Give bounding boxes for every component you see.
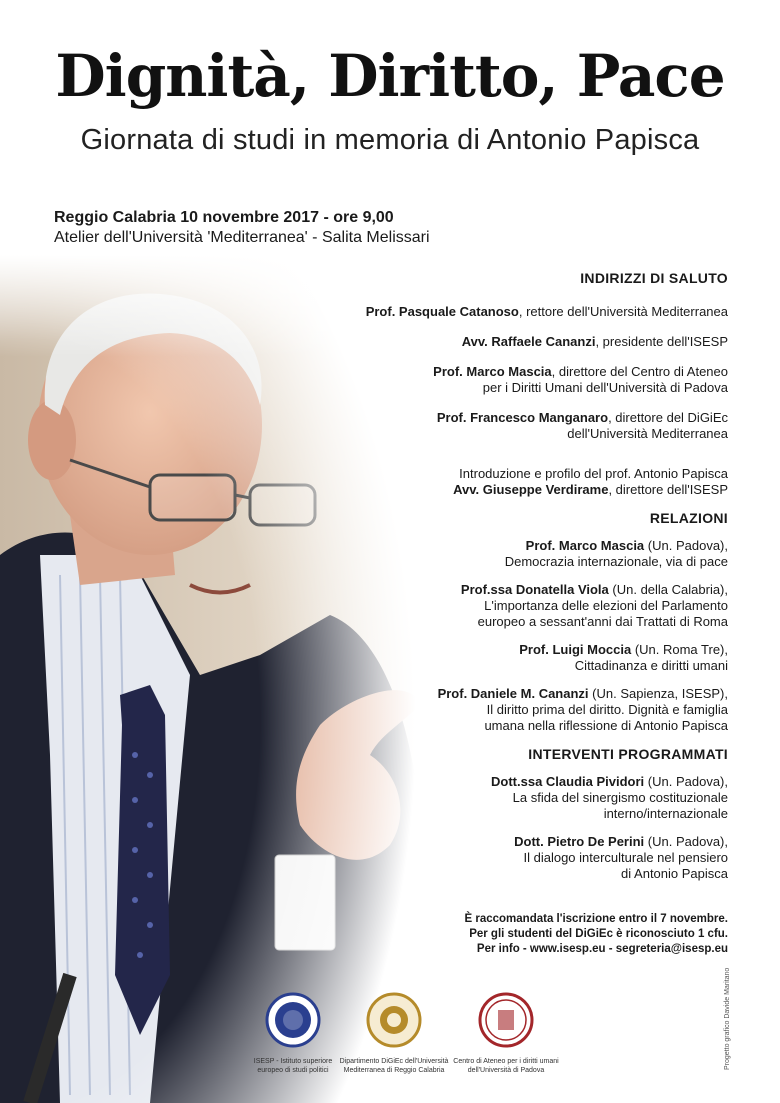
intro-text: Introduzione e profilo del prof. Antonio Papisca xyxy=(459,466,728,481)
info-line: Per gli studenti del DiGiEc è riconosciuto 1 cfu. xyxy=(469,928,728,940)
section-heading-saluti: INDIRIZZI DI SALUTO xyxy=(580,270,728,286)
section-heading-relazioni: RELAZIONI xyxy=(649,510,728,526)
list-item xyxy=(288,642,728,674)
registration-info xyxy=(308,912,728,957)
event-venue: Atelier dell'Università 'Mediterranea' - Salita Melissari xyxy=(54,229,430,246)
page-subtitle: Giornata di studi in memoria di Antonio Papisca xyxy=(80,124,700,156)
speaker-name: Avv. Giuseppe Verdirame xyxy=(453,482,609,497)
speaker-name: Dott. Pietro De Perini xyxy=(514,834,645,849)
digiec-seal-icon xyxy=(366,992,422,1048)
talk-title: La sfida del sinergismo costituzionale xyxy=(512,790,728,805)
list-item xyxy=(288,334,728,350)
talk-title-cont: europeo a sessant'anni dai Trattati di Roma xyxy=(477,614,728,629)
list-item xyxy=(288,686,728,734)
speaker-role: , direttore dell'ISESP xyxy=(608,482,728,497)
speaker-role: , presidente dell'ISESP xyxy=(595,334,728,349)
list-item xyxy=(288,834,728,882)
padova-seal-icon xyxy=(478,992,534,1048)
introduction xyxy=(288,466,728,498)
talk-title: Democrazia internazionale, via di pace xyxy=(504,554,728,569)
speaker-affiliation: (Un. Padova), xyxy=(644,538,728,553)
talk-title: Cittadinanza e diritti umani xyxy=(574,658,728,673)
speaker-name: Prof. Daniele M. Cananzi xyxy=(437,686,589,701)
logo-caption: ISESP - Istituto superiore xyxy=(253,1058,333,1065)
speaker-name: Prof. Pasquale Catanoso xyxy=(365,304,519,319)
section-heading-interventi: INTERVENTI PROGRAMMATI xyxy=(528,746,728,762)
info-line: È raccomandata l'iscrizione entro il 7 novembre. xyxy=(464,913,728,925)
talk-title-cont: umana nella riflessione di Antonio Papisca xyxy=(484,718,728,733)
speaker-affiliation: (Un. Sapienza, ISESP), xyxy=(588,686,728,701)
program xyxy=(288,270,728,894)
speaker-role-cont: dell'Università Mediterranea xyxy=(567,426,728,441)
logo-isesp xyxy=(238,992,348,1075)
talk-title: L'importanza delle elezioni del Parlamento xyxy=(484,598,728,613)
logo-caption: dell'Università di Padova xyxy=(467,1067,545,1074)
list-item xyxy=(288,410,728,442)
list-item xyxy=(288,774,728,822)
speaker-name: Avv. Raffaele Cananzi xyxy=(461,334,596,349)
design-credit: Progetto grafico Davide Maritano xyxy=(724,967,731,1070)
list-item xyxy=(288,304,728,320)
logo-caption: Centro di Ateneo per i diritti umani xyxy=(453,1058,559,1065)
speaker-name: Prof. Francesco Manganaro xyxy=(436,410,609,425)
speaker-role: , direttore del DiGiEc xyxy=(608,410,728,425)
talk-title-cont: di Antonio Papisca xyxy=(621,866,728,881)
logo-caption: Dipartimento DiGiEc dell'Università xyxy=(339,1058,449,1065)
speaker-name: Prof. Marco Mascia xyxy=(525,538,645,553)
speaker-name: Prof. Marco Mascia xyxy=(433,364,552,379)
event-date: Reggio Calabria 10 novembre 2017 - ore 9,00 xyxy=(54,209,394,226)
speaker-affiliation: (Un. Roma Tre), xyxy=(631,642,728,657)
speaker-role: , rettore dell'Università Mediterranea xyxy=(518,304,728,319)
speaker-affiliation: (Un. Padova), xyxy=(644,774,728,789)
list-item xyxy=(288,364,728,396)
logo-caption: europeo di studi politici xyxy=(257,1067,329,1074)
speaker-role: , direttore del Centro di Ateneo xyxy=(551,364,728,379)
logo-digiec xyxy=(334,992,454,1075)
talk-title: Il diritto prima del diritto. Dignità e famiglia xyxy=(486,702,728,717)
logo-caption: Mediterranea di Reggio Calabria xyxy=(343,1067,445,1074)
talk-title-cont: interno/internazionale xyxy=(603,806,728,821)
speaker-role-cont: per i Diritti Umani dell'Università di Padova xyxy=(482,380,728,395)
page-title: Dignità, Diritto, Pace xyxy=(55,42,725,110)
speaker-name: Prof.ssa Donatella Viola xyxy=(460,582,609,597)
isesp-seal-icon xyxy=(265,992,321,1048)
info-contact[interactable]: Per info - www.isesp.eu - segreteria@isesp.eu xyxy=(476,943,728,955)
speaker-affiliation: (Un. Padova), xyxy=(644,834,728,849)
event-details xyxy=(54,208,430,248)
logo-padova xyxy=(446,992,566,1075)
talk-title: Il dialogo interculturale nel pensiero xyxy=(523,850,728,865)
list-item xyxy=(288,582,728,630)
speaker-name: Dott.ssa Claudia Pividori xyxy=(491,774,645,789)
speaker-name: Prof. Luigi Moccia xyxy=(519,642,632,657)
speaker-affiliation: (Un. della Calabria), xyxy=(608,582,728,597)
list-item xyxy=(288,538,728,570)
